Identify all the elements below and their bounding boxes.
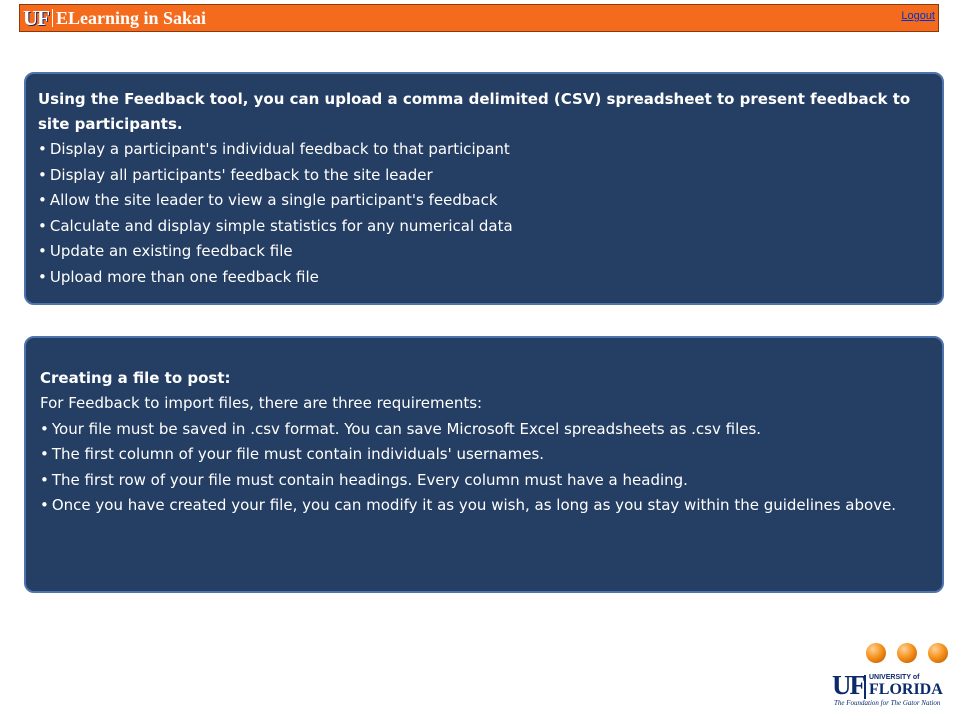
list-item: • Update an existing feedback file [38, 239, 930, 265]
list-item: • Display all participants' feedback to the site leader [38, 163, 930, 189]
feedback-capabilities-list [38, 137, 930, 290]
requirements-list [40, 417, 930, 519]
logo-tagline: The Foundation for The Gator Nation [834, 699, 941, 707]
logout-link[interactable]: Logout [901, 10, 935, 22]
list-item: • Upload more than one feedback file [38, 265, 930, 291]
orange-dot-icon [897, 643, 917, 663]
list-item: • The first row of your file must contain headings. Every column must have a heading. [40, 468, 930, 494]
feedback-intro-panel [24, 72, 944, 305]
orange-dot-icon [928, 643, 948, 663]
panel2-intro: For Feedback to import files, there are three requirements: [40, 394, 483, 412]
list-item: • The first column of your file must contain individuals' usernames. [40, 442, 930, 468]
logo-divider [864, 675, 866, 699]
list-item: • Your file must be saved in .csv format. You can save Microsoft Excel spreadsheets as .csv files. [40, 417, 930, 443]
logo-florida: FLORIDA [869, 681, 943, 698]
file-requirements-panel [24, 336, 944, 593]
site-title: ELearning in Sakai [56, 8, 207, 28]
list-item: • Allow the site leader to view a single participant's feedback [38, 188, 930, 214]
panel2-heading: Creating a file to post: [40, 369, 231, 387]
university-of-florida-logo [832, 672, 946, 708]
header-bar [19, 4, 939, 32]
panel1-intro: Using the Feedback tool, you can upload a comma delimited (CSV) spreadsheet to present feedback to site participants. [38, 90, 911, 133]
orange-dot-icon [866, 643, 886, 663]
logo-uf-mark: UF [832, 670, 864, 700]
list-item: • Calculate and display simple statistics for any numerical data [38, 214, 930, 240]
list-item: • Once you have created your file, you can modify it as you wish, as long as you stay within the guidelines above. [40, 493, 930, 519]
uf-logo-mark: UF [23, 6, 49, 30]
brand-divider [52, 9, 53, 27]
logo-university-of: UNIVERSITY of [869, 674, 920, 681]
list-item: • Display a participant's individual feedback to that participant [38, 137, 930, 163]
brand [23, 7, 206, 29]
decorative-dots [866, 643, 948, 663]
